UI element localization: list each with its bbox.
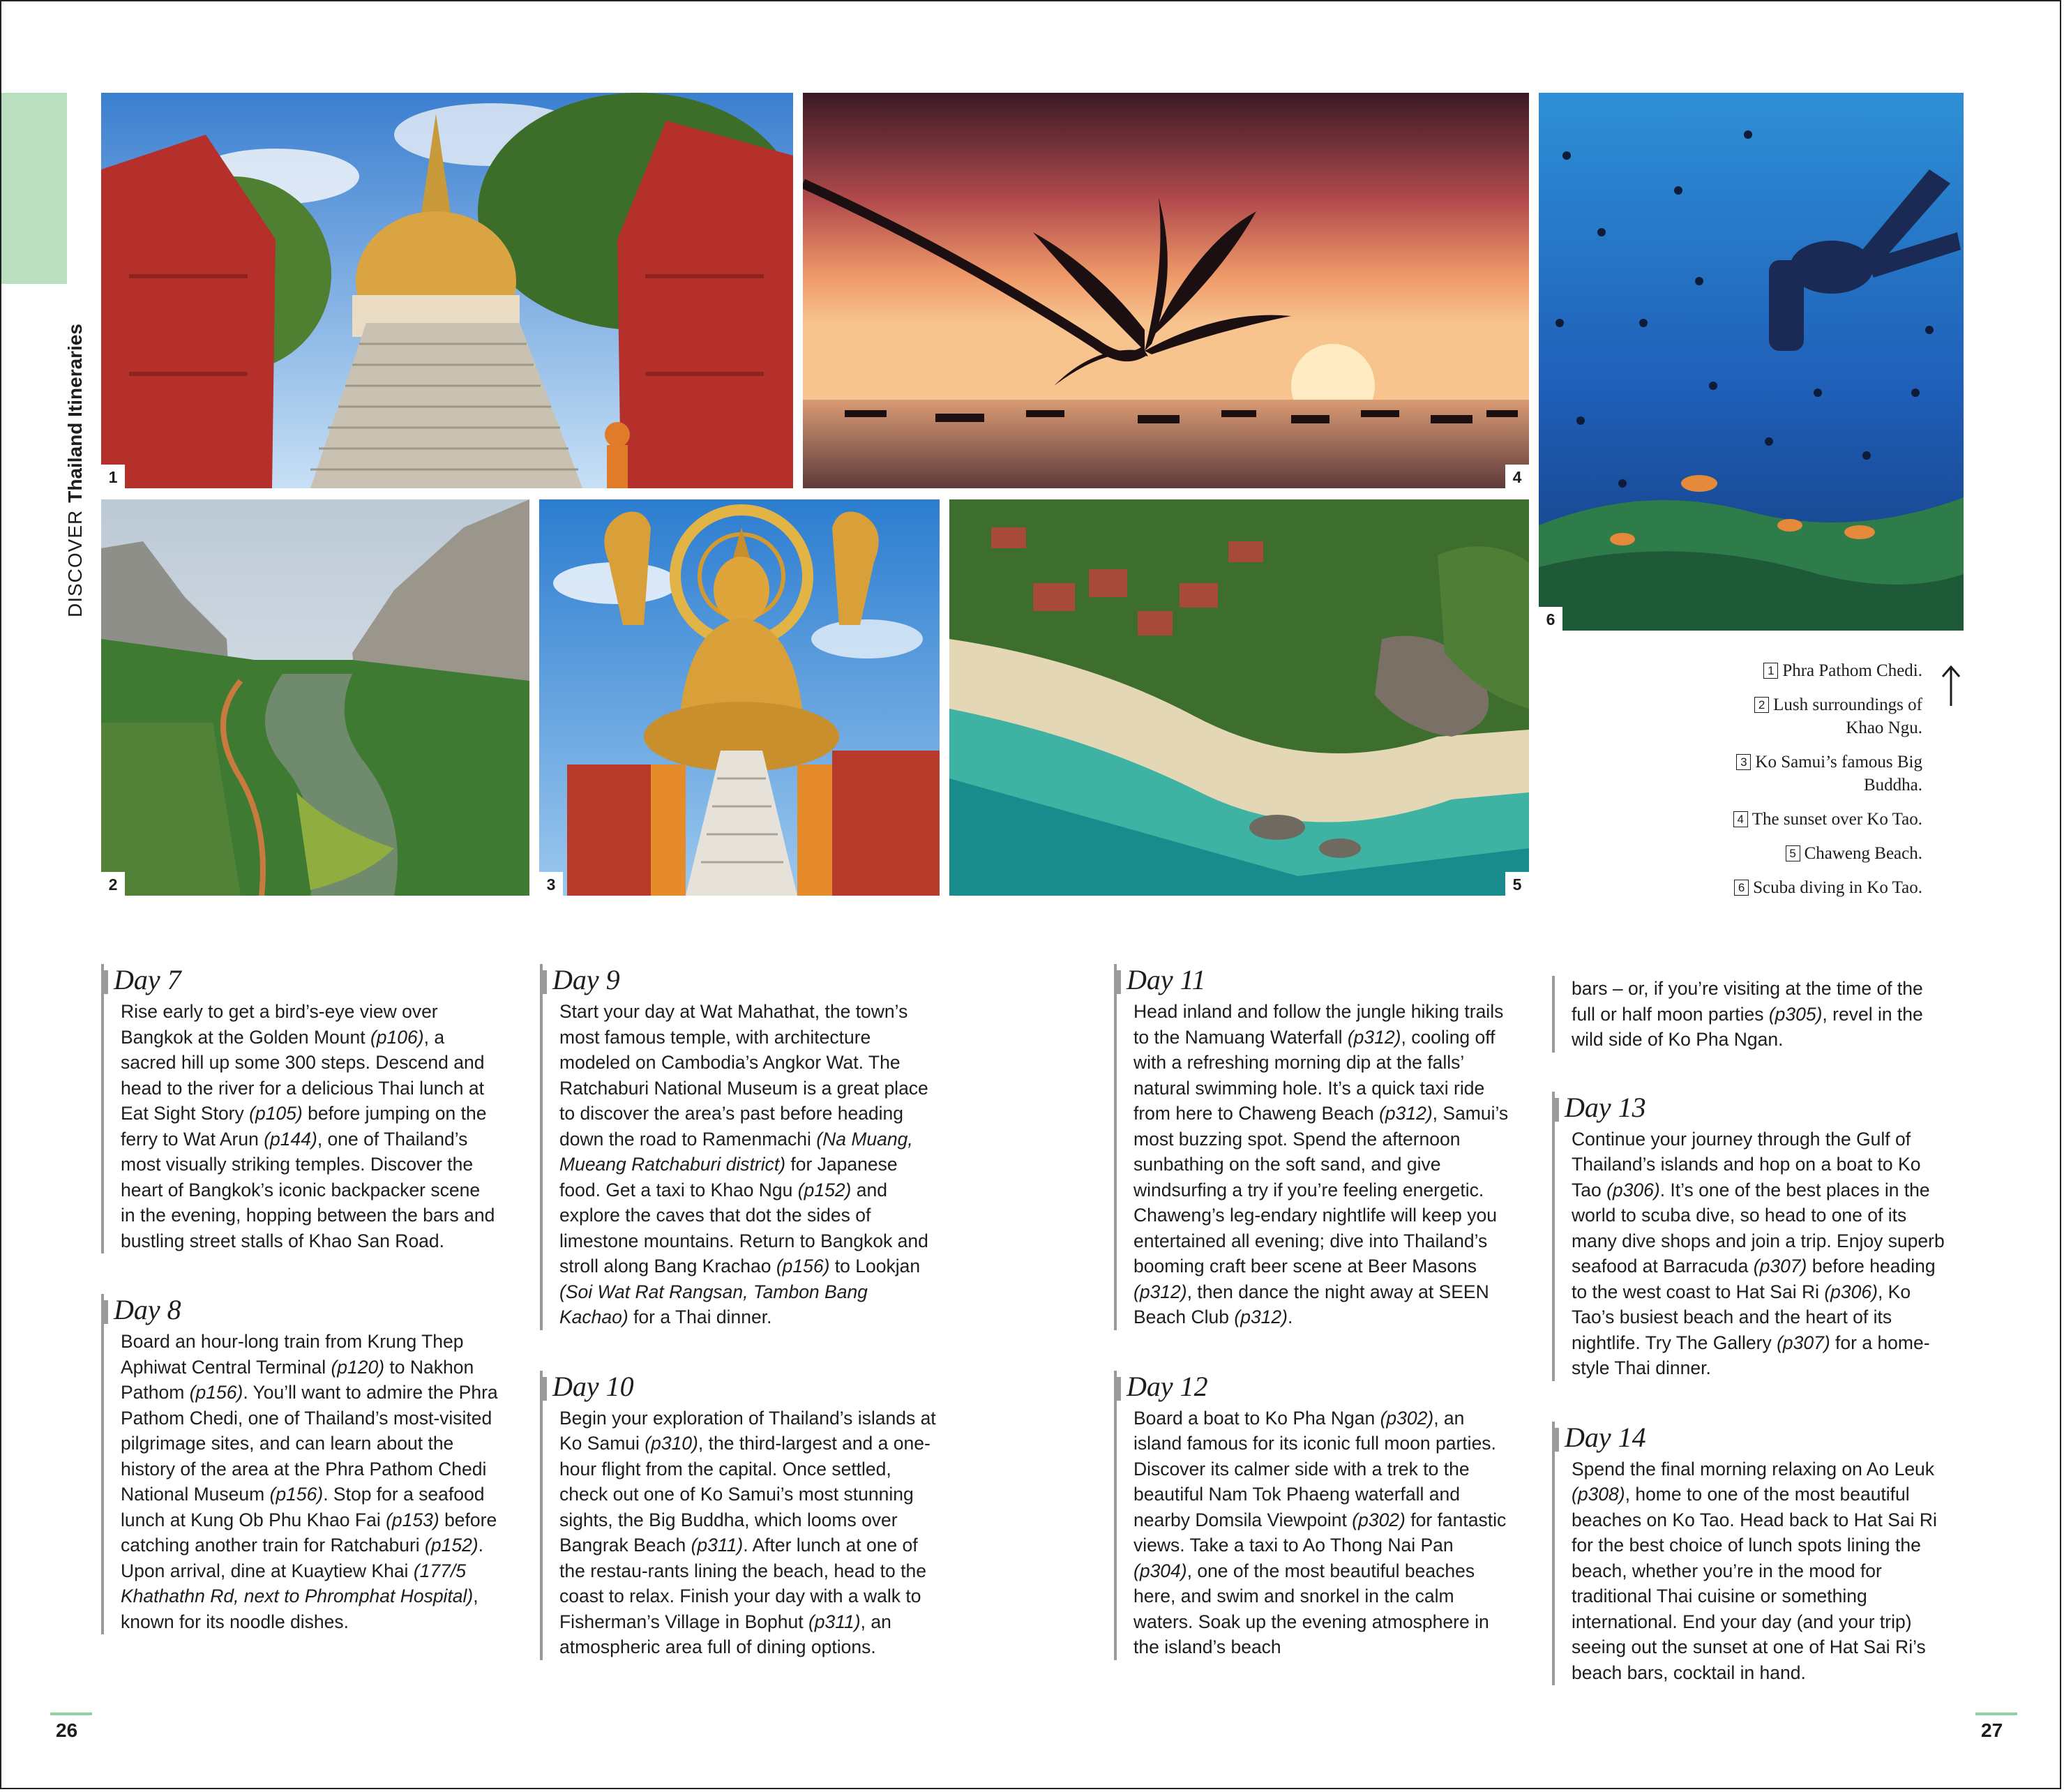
photo-big-buddha — [539, 499, 940, 896]
caption-number: 3 — [1736, 754, 1751, 770]
day-body: Rise early to get a bird’s-eye view over Bangkok at the Golden Mount (p106), a sacred hill up some 300 steps. Descend and head to the river for a delicious Thai lunch at Eat Sight Story (p105) before jumping on the ferry to Wat Arun (p144), one of Thailand’s most visually striking temples. Discover the heart of Bangkok’s iconic backpacker scene in the evening, hopping between the bars and bustling street stalls of Khao San Road. — [121, 1001, 495, 1251]
page-number-rule-right — [1975, 1712, 2017, 1715]
caption-text: Lush surroundings of Khao Ngu. — [1773, 695, 1922, 737]
text-column-2 — [540, 964, 937, 1701]
text-column-1 — [101, 964, 499, 1675]
caption-item — [1588, 808, 1922, 831]
photo-phra-pathom-chedi — [101, 93, 793, 488]
day-heading: Day 9 — [552, 964, 937, 996]
arrow-up-icon — [1941, 664, 1961, 707]
day-heading: Day 7 — [114, 964, 499, 996]
day-body: Continue your journey through the Gulf of Thailand’s islands and hop on a boat to Ko Tao (p306). It’s one of the best places in the world to scuba dive, so head to one of its many dive shops and join a trip. Enjoy superb seafood at Barracuda (p307) before heading to the west coast to Hat Sai Ri (p306), Ko Tao’s busiest beach and the heart of its nightlife. Try The Gallery (p307) for a home-style Thai dinner. — [1572, 1128, 1945, 1378]
photo-khao-ngu — [101, 499, 529, 896]
caption-text: The sunset over Ko Tao. — [1752, 810, 1922, 829]
photo-number: 3 — [539, 872, 563, 896]
day-7 — [101, 964, 499, 1253]
day-heading: Day 11 — [1127, 964, 1512, 996]
caption-item — [1588, 876, 1922, 899]
day-body: Begin your exploration of Thailand’s islands at Ko Samui (p310), the third-largest and a one-hour flight from the capital. Once settled, check out one of Ko Samui’s most stunning sights, the Big Buddha, which looms over Bangrak Beach (p311). After lunch at one of the restau-rants lining the beach, head to the coast to relax. Finish your day with a walk to Fisherman’s Village in Bophut (p311), an atmospheric area full of dining options. — [559, 1407, 936, 1657]
day-body: Board a boat to Ko Pha Ngan (p302), an island famous for its iconic full moon parties. Discover its calmer side with a trek to the beautiful Nam Tok Phaeng waterfall and nearby Domsila Viewpoint (p302) for fantastic views. Take a taxi to Ao Thong Nai Pan (p304), one of the most beautiful beaches here, and swim and snorkel in the calm waters. Soak up the evening atmosphere in the island’s beach — [1133, 1407, 1507, 1657]
photo-number: 2 — [101, 872, 125, 896]
caption-number: 2 — [1754, 697, 1769, 713]
page-number-left: 26 — [56, 1719, 78, 1741]
day-body: Head inland and follow the jungle hiking trails to the Namuang Waterfall (p312), cooling off with a refreshing morning dip at the falls’ natural swimming hole. It’s a quick taxi ride from here to Chaweng Beach (p312), Samui’s most buzzing spot. Spend the afternoon sunbathing on the soft sand, and give windsurfing a try if you’re feeling energetic. Chaweng’s leg-endary nightlife will keep you entertained all evening; dive into Thailand’s booming craft beer scene at Beer Masons (p312), then dance the night away at SEEN Beach Club (p312). — [1133, 1001, 1509, 1327]
caption-item — [1588, 842, 1922, 865]
text-column-3 — [1114, 964, 1512, 1701]
day-body: Board an hour-long train from Krung Thep Aphiwat Central Terminal (p120) to Nakhon Pathom (p156). You’ll want to admire the Phra Pathom Chedi, one of Thailand’s most-visited pilgrimage sites, and can learn about the history of the area at the Phra Pathom Chedi National Museum (p156). Stop for a seafood lunch at Kung Ob Phu Khao Fai (p153) before catching another train for Ratchaburi (p152). Upon arrival, dine at Kuaytiew Khai (177/5 Khathathn Rd, next to Phromphat Hospital), known for its noodle dishes. — [121, 1331, 498, 1632]
day-heading: Day 10 — [552, 1371, 937, 1403]
caption-text: Chaweng Beach. — [1804, 844, 1922, 863]
day-12 — [1114, 1371, 1512, 1660]
day-heading: Day 13 — [1565, 1092, 1950, 1124]
day-13 — [1552, 1092, 1950, 1381]
day-10 — [540, 1371, 937, 1660]
day-12-continued — [1552, 976, 1950, 1053]
photo-number: 5 — [1505, 872, 1529, 896]
photo-captions — [1588, 659, 1922, 910]
photo-sunset-ko-tao — [803, 93, 1529, 488]
caption-number: 6 — [1734, 880, 1749, 896]
day-heading: Day 14 — [1565, 1422, 1950, 1454]
day-9 — [540, 964, 937, 1330]
caption-number: 5 — [1786, 845, 1800, 861]
day-14 — [1552, 1422, 1950, 1686]
day-body: bars – or, if you’re visiting at the time of the full or half moon parties (p305), revel in the wild side of Ko Pha Ngan. — [1572, 978, 1923, 1050]
photo-scuba-ko-tao — [1539, 93, 1964, 631]
text-column-4 — [1552, 976, 1950, 1726]
day-8 — [101, 1294, 499, 1634]
photo-chaweng-beach — [949, 499, 1529, 896]
section-title: Thailand Itineraries — [64, 324, 86, 503]
day-heading: Day 8 — [114, 1294, 499, 1326]
caption-text: Phra Pathom Chedi. — [1782, 661, 1922, 680]
page-number-rule-left — [50, 1712, 92, 1715]
photo-number: 1 — [101, 465, 125, 488]
caption-item — [1727, 693, 1922, 739]
caption-text: Ko Samui’s famous Big Buddha. — [1755, 753, 1922, 795]
section-tab — [1, 93, 67, 284]
caption-item — [1588, 659, 1922, 682]
day-11 — [1114, 964, 1512, 1330]
section-header — [64, 324, 86, 617]
caption-number: 4 — [1733, 811, 1748, 827]
page-number-right: 27 — [1981, 1719, 2003, 1741]
caption-number: 1 — [1763, 663, 1778, 679]
photo-number: 4 — [1505, 465, 1529, 488]
day-body: Start your day at Wat Mahathat, the town’s most famous temple, with architecture modeled on Cambodia’s Angkor Wat. The Ratchaburi National Museum is a great place to discover the area’s past before heading down the road to Ramenmachi (Na Muang, Mueang Ratchaburi district) for Japanese food. Get a taxi to Khao Ngu (p152) and explore the caves that dot the sides of limestone mountains. Return to Bangkok and stroll along Bang Krachao (p156) to Lookjan (Soi Wat Rat Rangsan, Tambon Bang Kachao) for a Thai dinner. — [559, 1001, 928, 1327]
section-label: DISCOVER — [64, 509, 86, 617]
caption-text: Scuba diving in Ko Tao. — [1753, 878, 1922, 897]
caption-item — [1720, 751, 1922, 797]
photo-number: 6 — [1539, 607, 1562, 631]
day-body: Spend the final morning relaxing on Ao Leuk (p308), home to one of the most beautiful beaches on Ko Tao. Head back to Hat Sai Ri for the best choice of lunch spots lining the beach, whether you’re in the mood for traditional Thai cuisine or something international. End your day (and your trip) seeing out the sunset at one of Hat Sai Ri’s beach bars, cocktail in hand. — [1572, 1458, 1937, 1683]
day-heading: Day 12 — [1127, 1371, 1512, 1403]
